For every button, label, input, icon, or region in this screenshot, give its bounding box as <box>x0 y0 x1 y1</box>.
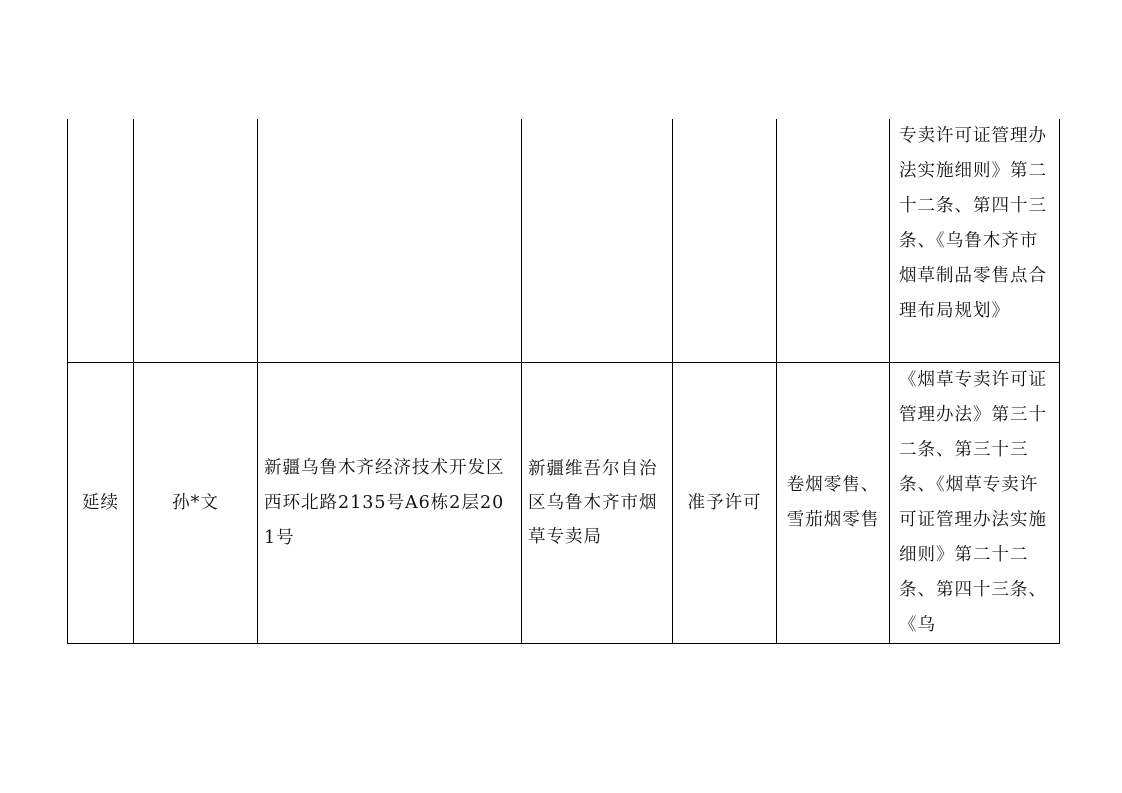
legal-basis-text: 《烟草专卖许可证管理办法》第三十二条、第三十三条、《烟草专卖许可证管理办法实施细则》第二十二条、第四十三条、《乌 <box>899 370 1047 635</box>
type-cell <box>68 119 134 363</box>
decision-cell: 准予许可 <box>673 363 777 644</box>
name-cell: 孙*文 <box>134 363 258 644</box>
authority-cell <box>522 119 673 363</box>
scope-cell <box>777 119 890 363</box>
legal-basis-cell <box>890 363 1060 644</box>
table-row <box>68 119 1060 363</box>
legal-basis-text: 专卖许可证管理办法实施细则》第二十二条、第四十三条、《乌鲁木齐市烟草制品零售点合理布局规划》 <box>899 126 1047 321</box>
decision-cell <box>673 119 777 363</box>
license-table <box>67 119 1060 644</box>
authority-cell: 新疆维吾尔自治区乌鲁木齐市烟草专卖局 <box>522 363 673 644</box>
address-cell <box>258 119 522 363</box>
address-cell: 新疆乌鲁木齐经济技术开发区西环北路2135号A6栋2层201号 <box>258 363 522 644</box>
legal-basis-cell <box>890 119 1060 363</box>
name-cell <box>134 119 258 363</box>
table-row <box>68 363 1060 644</box>
scope-cell: 卷烟零售、雪茄烟零售 <box>777 363 890 644</box>
type-cell: 延续 <box>68 363 134 644</box>
